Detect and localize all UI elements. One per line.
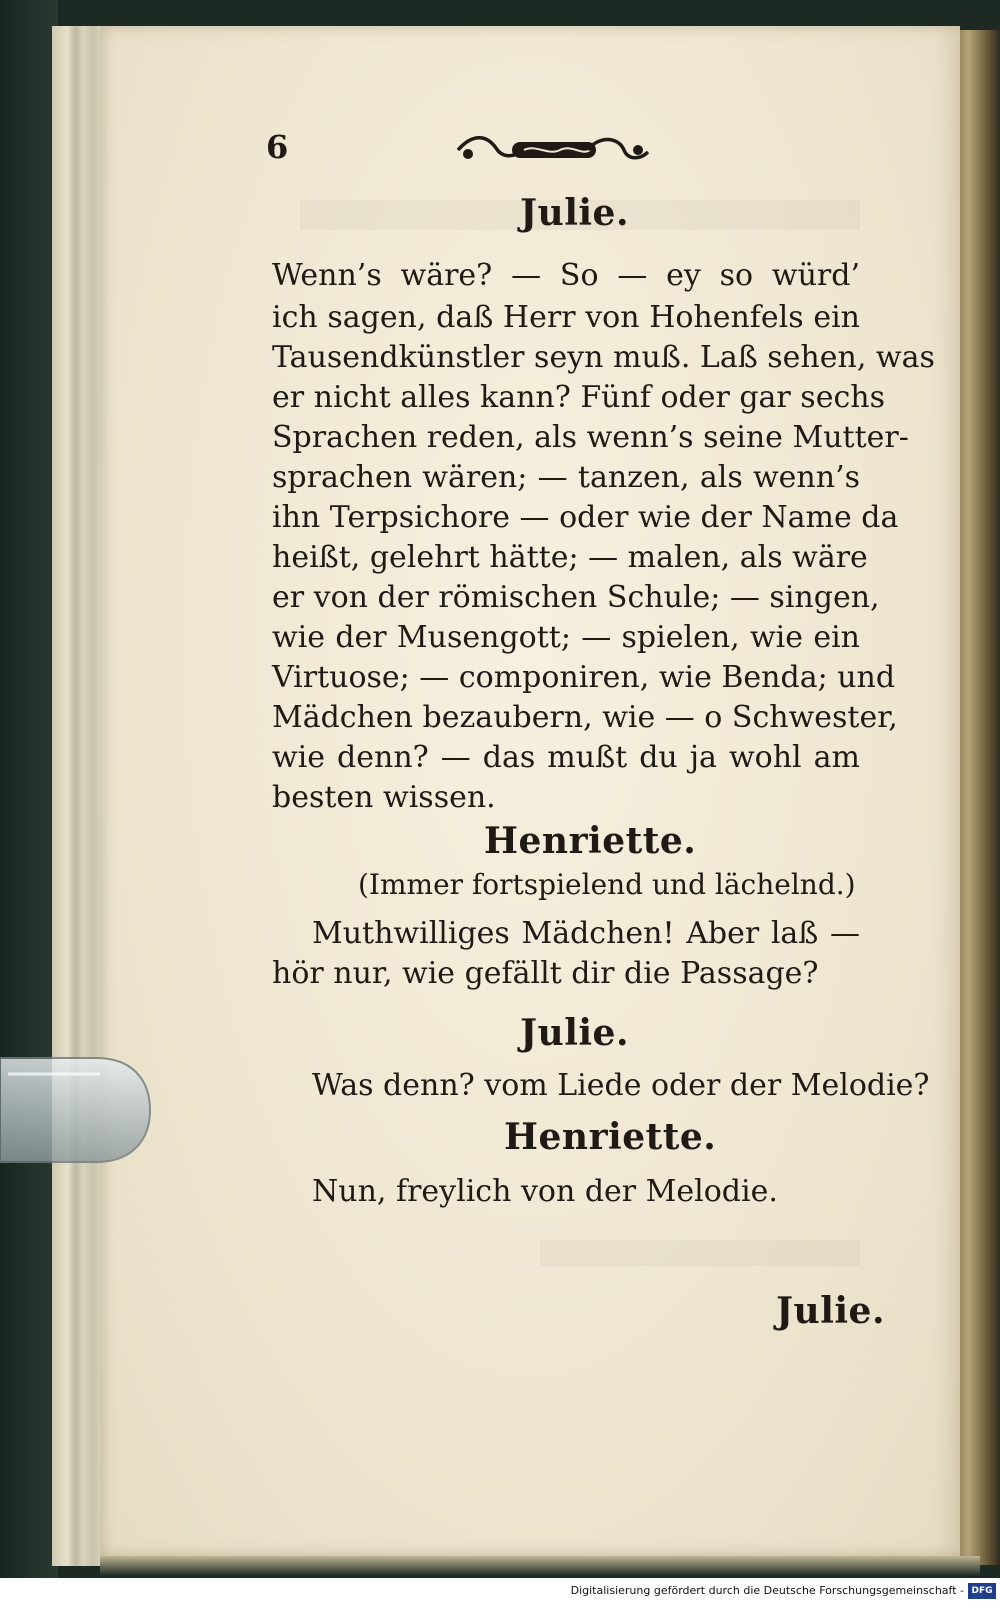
catchword: Julie. [776, 1290, 885, 1332]
scanner-clip [0, 1054, 152, 1166]
text-line: Mädchen bezaubern, wie — o Schwester, [272, 700, 898, 735]
text-line: Muthwilliges Mädchen! Aber laß — [312, 916, 860, 951]
text-line: er nicht alles kann? Fünf oder gar sechs [272, 380, 885, 415]
text-line: besten wissen. [272, 780, 496, 815]
text-line: ich sagen, daß Herr von Hohenfels ein [272, 300, 860, 335]
text-line: wie denn? — das mußt du ja wohl am [272, 740, 860, 775]
page-number: 6 [266, 128, 289, 166]
footer-credit: Digitalisierung gefördert durch die Deutsche Forschungsgemeinschaft - [570, 1584, 964, 1597]
bleed-through-2 [540, 1240, 860, 1266]
stage-direction: (Immer fortspielend und lächelnd.) [358, 868, 856, 901]
text-line: heißt, gelehrt hätte; — malen, als wäre [272, 540, 868, 575]
book-page-edges [52, 26, 104, 1566]
book-spine-edge [955, 30, 1000, 1565]
speaker-name: Henriette. [504, 1116, 717, 1158]
text-line: sprachen wären; — tanzen, als wenn’s [272, 460, 860, 495]
text-line: er von der römischen Schule; — singen, [272, 580, 880, 615]
text-line: Was denn? vom Liede oder der Melodie? [312, 1068, 930, 1103]
dfg-logo: DFG [968, 1583, 996, 1599]
speaker-name: Julie. [520, 192, 629, 234]
text-line: Wenn’s wäre? — So — ey so würd’ [272, 258, 860, 293]
text-line: Virtuose; — componiren, wie Benda; und [272, 660, 896, 695]
page-bottom-shadow [100, 1556, 980, 1576]
text-line: ihn Terpsichore — oder wie der Name da [272, 500, 899, 535]
text-line: Sprachen reden, als wenn’s seine Mutter- [272, 420, 909, 455]
text-line: Nun, freylich von der Melodie. [312, 1174, 778, 1209]
speaker-name: Henriette. [484, 820, 697, 862]
ornament-icon [452, 128, 652, 172]
speaker-name: Julie. [520, 1012, 629, 1054]
scan-backdrop [0, 0, 58, 1610]
text-line: wie der Musengott; — spielen, wie ein [272, 620, 860, 655]
text-line: hör nur, wie gefällt dir die Passage? [272, 956, 819, 991]
text-line: Tausendkünstler seyn muß. Laß sehen, was [272, 340, 935, 375]
